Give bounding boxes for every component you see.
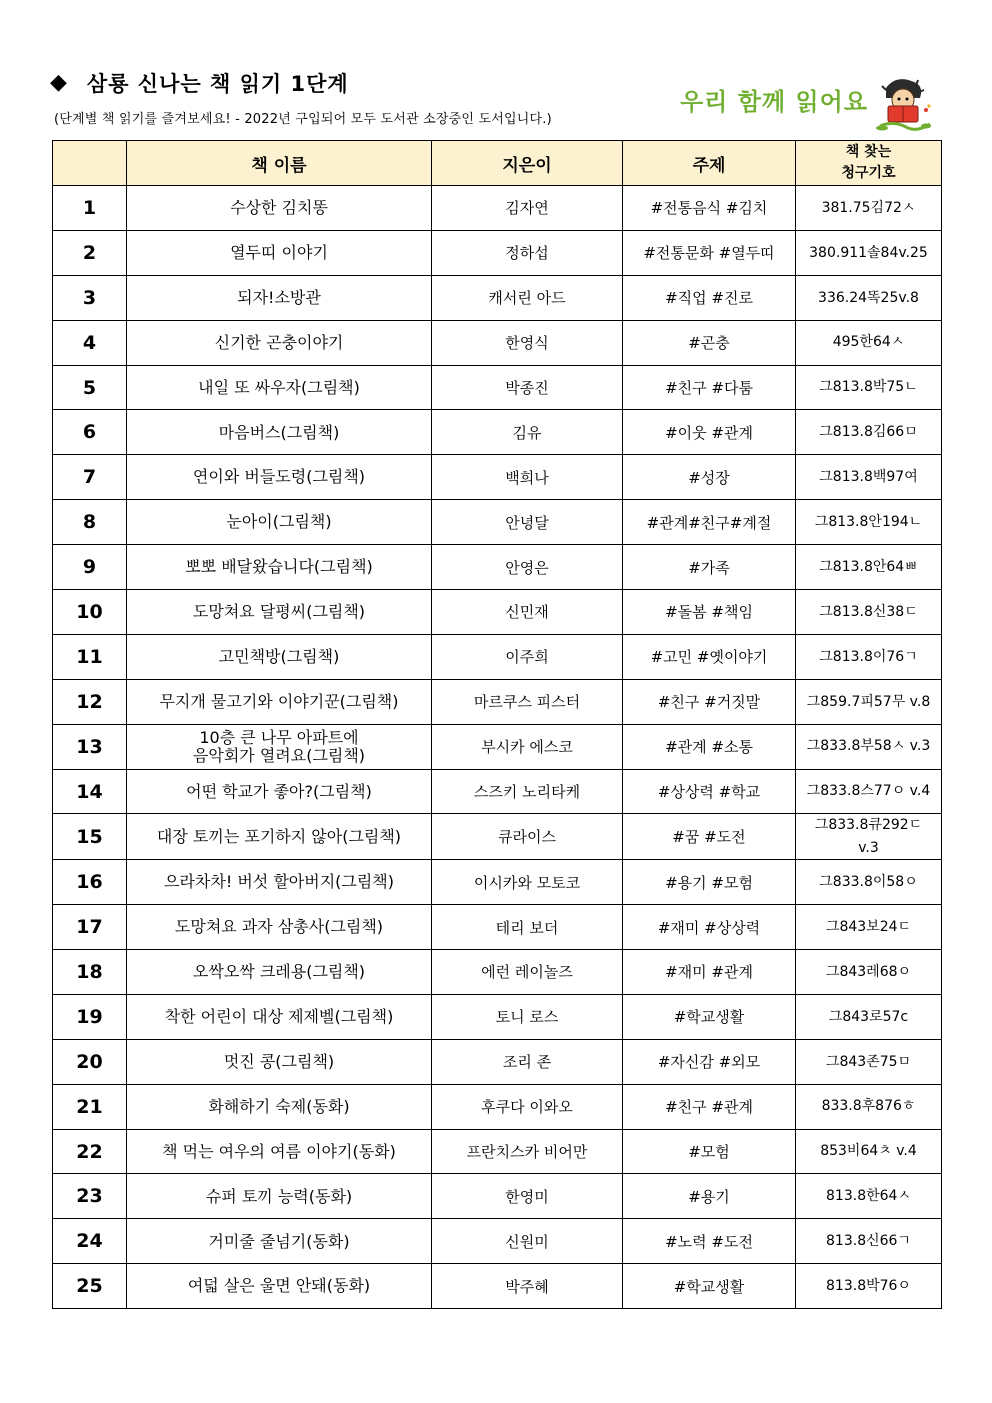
book-topic: #관계#친구#계절 xyxy=(623,500,796,545)
reading-logo xyxy=(678,72,934,132)
book-title: 으라차차! 버섯 할아버지(그림책) xyxy=(127,860,432,905)
table-row xyxy=(53,679,942,724)
book-author: 스즈키 노리타케 xyxy=(432,769,623,814)
call-number-line2: v.3 xyxy=(858,839,879,856)
row-number: 25 xyxy=(53,1264,127,1309)
book-author: 박주혜 xyxy=(432,1264,623,1309)
table-row xyxy=(53,1264,942,1309)
table-row xyxy=(53,950,942,995)
book-title: 눈아이(그림책) xyxy=(127,500,432,545)
book-title: 멋진 콩(그림책) xyxy=(127,1039,432,1084)
book-topic: #친구 #관계 xyxy=(623,1084,796,1129)
book-topic: #곤충 xyxy=(623,320,796,365)
book-author: 마르쿠스 피스터 xyxy=(432,679,623,724)
book-author: 이시카와 모토코 xyxy=(432,860,623,905)
call-number: 833.8후876ㅎ xyxy=(796,1084,942,1129)
row-number: 23 xyxy=(53,1174,127,1219)
table-row xyxy=(53,634,942,679)
book-topic: #직업 #진로 xyxy=(623,275,796,320)
book-title: 고민책방(그림책) xyxy=(127,634,432,679)
book-author: 신원미 xyxy=(432,1219,623,1264)
book-author: 신민재 xyxy=(432,590,623,635)
call-number: 그833.8부58ㅅ v.3 xyxy=(796,724,942,769)
diamond-bullet-icon: ◆ xyxy=(50,70,67,95)
header-book-title: 책 이름 xyxy=(127,141,432,186)
call-number: 그843존75ㅁ xyxy=(796,1039,942,1084)
table-row xyxy=(53,275,942,320)
book-title: 도망쳐요 과자 삼총사(그림책) xyxy=(127,905,432,950)
book-topic: #관계 #소통 xyxy=(623,724,796,769)
row-number: 13 xyxy=(53,724,127,769)
book-author: 한영미 xyxy=(432,1174,623,1219)
row-number: 9 xyxy=(53,545,127,590)
table-row xyxy=(53,905,942,950)
table-row xyxy=(53,455,942,500)
page-header xyxy=(50,66,940,132)
call-number: 그843레68ㅇ xyxy=(796,950,942,995)
book-title-line1: 10층 큰 나무 아파트에 xyxy=(199,728,359,748)
table-row xyxy=(53,860,942,905)
call-number: 그833.8이58ㅇ xyxy=(796,860,942,905)
table-row xyxy=(53,1219,942,1264)
row-number: 12 xyxy=(53,679,127,724)
book-topic: #이웃 #관계 xyxy=(623,410,796,455)
book-author: 박종진 xyxy=(432,365,623,410)
child-reading-icon xyxy=(876,79,931,130)
row-number: 5 xyxy=(53,365,127,410)
row-number: 10 xyxy=(53,590,127,635)
table-row xyxy=(53,724,942,769)
book-topic: #학교생활 xyxy=(623,994,796,1039)
header-number xyxy=(53,141,127,186)
book-author: 안녕달 xyxy=(432,500,623,545)
book-topic: #노력 #도전 xyxy=(623,1219,796,1264)
book-topic: #전통음식 #김치 xyxy=(623,186,796,231)
call-number: 381.75김72ㅅ xyxy=(796,186,942,231)
title-row xyxy=(50,66,349,100)
book-topic: #가족 xyxy=(623,545,796,590)
book-topic: #학교생활 xyxy=(623,1264,796,1309)
header-author: 지은이 xyxy=(432,141,623,186)
book-author: 안영은 xyxy=(432,545,623,590)
logo-text: 우리 함께 읽어요 xyxy=(680,88,868,116)
call-number-line1: 그833.8큐292ㄷ xyxy=(814,817,923,834)
call-number: 그813.8신38ㄷ xyxy=(796,590,942,635)
book-list-table xyxy=(52,140,942,1309)
book-title: 되자!소방관 xyxy=(127,275,432,320)
row-number: 17 xyxy=(53,905,127,950)
table-row xyxy=(53,545,942,590)
book-topic: #자신감 #외모 xyxy=(623,1039,796,1084)
book-topic: #성장 xyxy=(623,455,796,500)
book-title-line2: 음악회가 열려요(그림책) xyxy=(192,745,366,765)
call-number: 그859.7피57무 v.8 xyxy=(796,679,942,724)
call-number: 그813.8안194ㄴ xyxy=(796,500,942,545)
header-call-line2: 청구기호 xyxy=(841,165,896,181)
table-row xyxy=(53,590,942,635)
call-number: 853비64ㅊ v.4 xyxy=(796,1129,942,1174)
row-number: 24 xyxy=(53,1219,127,1264)
book-title: 슈퍼 토끼 능력(동화) xyxy=(127,1174,432,1219)
call-number: 813.8박76ㅇ xyxy=(796,1264,942,1309)
row-number: 15 xyxy=(53,814,127,860)
table-row xyxy=(53,410,942,455)
book-topic: #친구 #다툼 xyxy=(623,365,796,410)
row-number: 21 xyxy=(53,1084,127,1129)
call-number: 380.911솔84v.25 xyxy=(796,230,942,275)
header-call-line1: 책 찾는 xyxy=(845,144,892,160)
call-number: 336.24똑25v.8 xyxy=(796,275,942,320)
book-topic: #용기 xyxy=(623,1174,796,1219)
book-title: 무지개 물고기와 이야기꾼(그림책) xyxy=(127,679,432,724)
table-row xyxy=(53,1129,942,1174)
row-number: 11 xyxy=(53,634,127,679)
book-title xyxy=(127,724,432,769)
row-number: 18 xyxy=(53,950,127,995)
book-topic: #상상력 #학교 xyxy=(623,769,796,814)
book-author: 정하섭 xyxy=(432,230,623,275)
book-author: 후쿠다 이와오 xyxy=(432,1084,623,1129)
book-title: 수상한 김치똥 xyxy=(127,186,432,231)
row-number: 22 xyxy=(53,1129,127,1174)
call-number xyxy=(796,814,942,860)
call-number: 그843보24ㄷ xyxy=(796,905,942,950)
page-title: 삼룡 신나는 책 읽기 1단계 xyxy=(86,72,349,96)
table-row xyxy=(53,500,942,545)
book-title: 거미줄 줄넘기(동화) xyxy=(127,1219,432,1264)
book-topic: #모험 xyxy=(623,1129,796,1174)
book-author: 한영식 xyxy=(432,320,623,365)
row-number: 16 xyxy=(53,860,127,905)
book-title: 내일 또 싸우자(그림책) xyxy=(127,365,432,410)
book-title: 도망쳐요 달평씨(그림책) xyxy=(127,590,432,635)
call-number: 그833.8스77ㅇ v.4 xyxy=(796,769,942,814)
row-number: 1 xyxy=(53,186,127,231)
call-number: 그813.8안64ㅃ xyxy=(796,545,942,590)
book-topic: #고민 #옛이야기 xyxy=(623,634,796,679)
call-number: 그813.8김66ㅁ xyxy=(796,410,942,455)
book-title: 어떤 학교가 좋아?(그림책) xyxy=(127,769,432,814)
row-number: 3 xyxy=(53,275,127,320)
call-number: 495한64ㅅ xyxy=(796,320,942,365)
row-number: 4 xyxy=(53,320,127,365)
row-number: 19 xyxy=(53,994,127,1039)
row-number: 20 xyxy=(53,1039,127,1084)
row-number: 7 xyxy=(53,455,127,500)
book-author: 부시카 에스코 xyxy=(432,724,623,769)
book-topic: #재미 #상상력 xyxy=(623,905,796,950)
book-author: 조리 존 xyxy=(432,1039,623,1084)
header-call-number xyxy=(796,141,942,186)
book-topic: #용기 #모험 xyxy=(623,860,796,905)
book-title: 여덟 살은 울면 안돼(동화) xyxy=(127,1264,432,1309)
book-title: 뽀뽀 배달왔습니다(그림책) xyxy=(127,545,432,590)
table-row xyxy=(53,320,942,365)
book-topic: #전통문화 #열두띠 xyxy=(623,230,796,275)
row-number: 2 xyxy=(53,230,127,275)
call-number: 813.8한64ㅅ xyxy=(796,1174,942,1219)
book-topic: #친구 #거짓말 xyxy=(623,679,796,724)
page-subtitle: (단계별 책 읽기를 즐겨보세요! - 2022년 구입되어 모두 도서관 소장중인 도서입니다.) xyxy=(54,112,552,127)
book-author: 프란치스카 비어만 xyxy=(432,1129,623,1174)
book-topic: #꿈 #도전 xyxy=(623,814,796,860)
call-number: 그813.8박75ㄴ xyxy=(796,365,942,410)
book-title: 대장 토끼는 포기하지 않아(그림책) xyxy=(127,814,432,860)
book-author: 백희나 xyxy=(432,455,623,500)
book-author: 캐서린 아드 xyxy=(432,275,623,320)
book-author: 김자연 xyxy=(432,186,623,231)
book-title: 착한 어린이 대상 제제벨(그림책) xyxy=(127,994,432,1039)
table-row xyxy=(53,769,942,814)
book-author: 토니 로스 xyxy=(432,994,623,1039)
table-row xyxy=(53,814,942,860)
book-author: 김유 xyxy=(432,410,623,455)
call-number: 813.8신66ㄱ xyxy=(796,1219,942,1264)
book-author: 이주희 xyxy=(432,634,623,679)
book-title: 오싹오싹 크레용(그림책) xyxy=(127,950,432,995)
book-title: 신기한 곤충이야기 xyxy=(127,320,432,365)
book-title: 마음버스(그림책) xyxy=(127,410,432,455)
book-title: 연이와 버들도령(그림책) xyxy=(127,455,432,500)
book-topic: #재미 #관계 xyxy=(623,950,796,995)
table-row xyxy=(53,230,942,275)
table-header-row xyxy=(53,141,942,186)
book-title: 열두띠 이야기 xyxy=(127,230,432,275)
book-author: 큐라이스 xyxy=(432,814,623,860)
call-number: 그813.8이76ㄱ xyxy=(796,634,942,679)
table-row xyxy=(53,1174,942,1219)
row-number: 14 xyxy=(53,769,127,814)
table-row xyxy=(53,994,942,1039)
row-number: 6 xyxy=(53,410,127,455)
row-number: 8 xyxy=(53,500,127,545)
book-title: 책 먹는 여우의 여름 이야기(동화) xyxy=(127,1129,432,1174)
table-row xyxy=(53,1039,942,1084)
book-title: 화해하기 숙제(동화) xyxy=(127,1084,432,1129)
book-topic: #돌봄 #책임 xyxy=(623,590,796,635)
call-number: 그813.8백97여 xyxy=(796,455,942,500)
table-row xyxy=(53,186,942,231)
call-number: 그843로57c xyxy=(796,994,942,1039)
book-author: 에런 레이놀즈 xyxy=(432,950,623,995)
header-topic: 주제 xyxy=(623,141,796,186)
table-row xyxy=(53,1084,942,1129)
table-row xyxy=(53,365,942,410)
book-author: 테리 보더 xyxy=(432,905,623,950)
